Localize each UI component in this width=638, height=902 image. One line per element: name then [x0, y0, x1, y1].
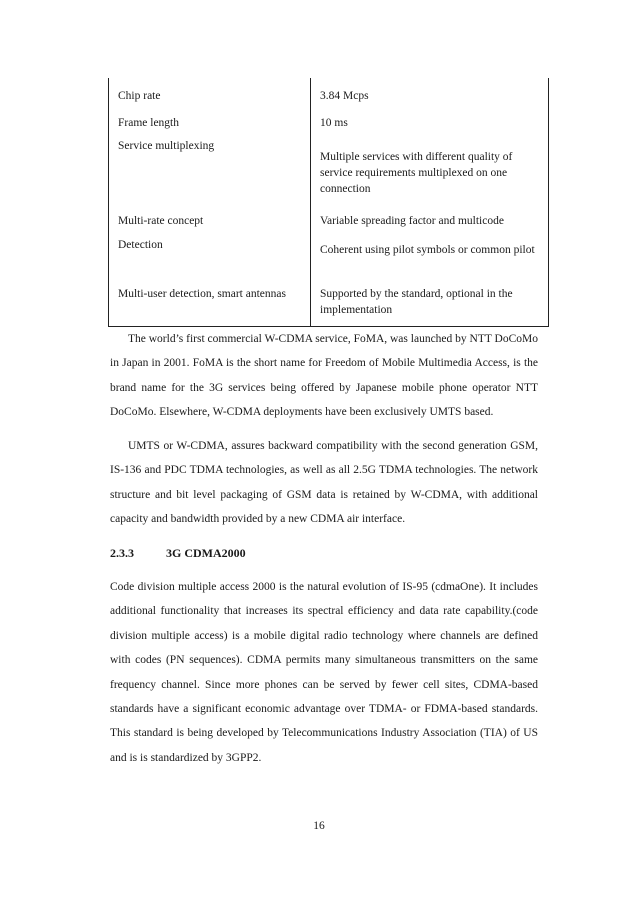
paragraph-cdma2000: [110, 575, 538, 770]
paragraph-foma-text: The world’s first commercial W-CDMA service, FoMA, was launched by NTT DoCoMo in Japan in 2001. FoMA is the short name for Freedom of Mobile Multimedia Access, is the brand name for the 3G services being offered by Japanese mobile phone operator NTT DoCoMo. Elsewhere, W-CDMA deployments have been exclusively UMTS based.: [110, 333, 538, 419]
paragraph-umts: [110, 434, 538, 532]
table-cell-param: Multi-rate concept: [118, 215, 204, 227]
page-number: 16: [313, 820, 325, 832]
paragraph-umts-text: UMTS or W-CDMA, assures backward compatibility with the second generation GSM, IS-136 and PDC TDMA technologies, as well as all 2.5G TDMA technologies. The network structure and bit level packaging of GSM data is retained by W-CDMA, with additional capacity and bandwidth provided by a new CDMA air interface.: [110, 440, 538, 526]
table-column-divider: [310, 78, 311, 327]
section-title: 3G CDMA2000: [166, 546, 246, 560]
paragraph-cdma2000-text: Code division multiple access 2000 is the natural evolution of IS-95 (cdmaOne). It includes additional functionality that increases its spectral efficiency and data rate capability.(code division multiple access) is a mobile digital radio technology where channels are defined with codes (PN sequences). CDMA permits many simultaneous transmitters on the same frequency channel. Since more phones can be served by fewer cell sites, CDMA-based standards have a significant economic advantage over TDMA- or FDMA-based standards. This standard is being developed by Telecommunications Industry Association (TIA) of US and is is standardized by 3GPP2.: [110, 581, 538, 764]
table-cell-value: Multiple services with different quality of service requirements multiplexed on one connection: [320, 151, 513, 195]
paragraph-foma: [110, 327, 538, 425]
table-cell-value: Supported by the standard, optional in the implementation: [320, 288, 513, 316]
table-cell-param: Frame length: [118, 117, 179, 129]
table-cell-param: Detection: [118, 239, 163, 251]
table-border-left: [108, 78, 109, 327]
table-cell-param: Multi-user detection, smart antennas: [118, 288, 286, 300]
spec-table: [108, 78, 549, 327]
table-cell-param: Chip rate: [118, 90, 161, 102]
table-border-right: [548, 78, 549, 327]
table-cell-param: Service multiplexing: [118, 140, 215, 152]
table-cell-value: Variable spreading factor and multicode: [320, 215, 504, 227]
section-number: 2.3.3: [110, 546, 134, 560]
table-cell-value: Coherent using pilot symbols or common pilot: [320, 244, 535, 256]
section-heading: [110, 546, 246, 561]
table-cell-value: 3.84 Mcps: [320, 90, 369, 102]
table-cell-value: 10 ms: [320, 117, 348, 129]
